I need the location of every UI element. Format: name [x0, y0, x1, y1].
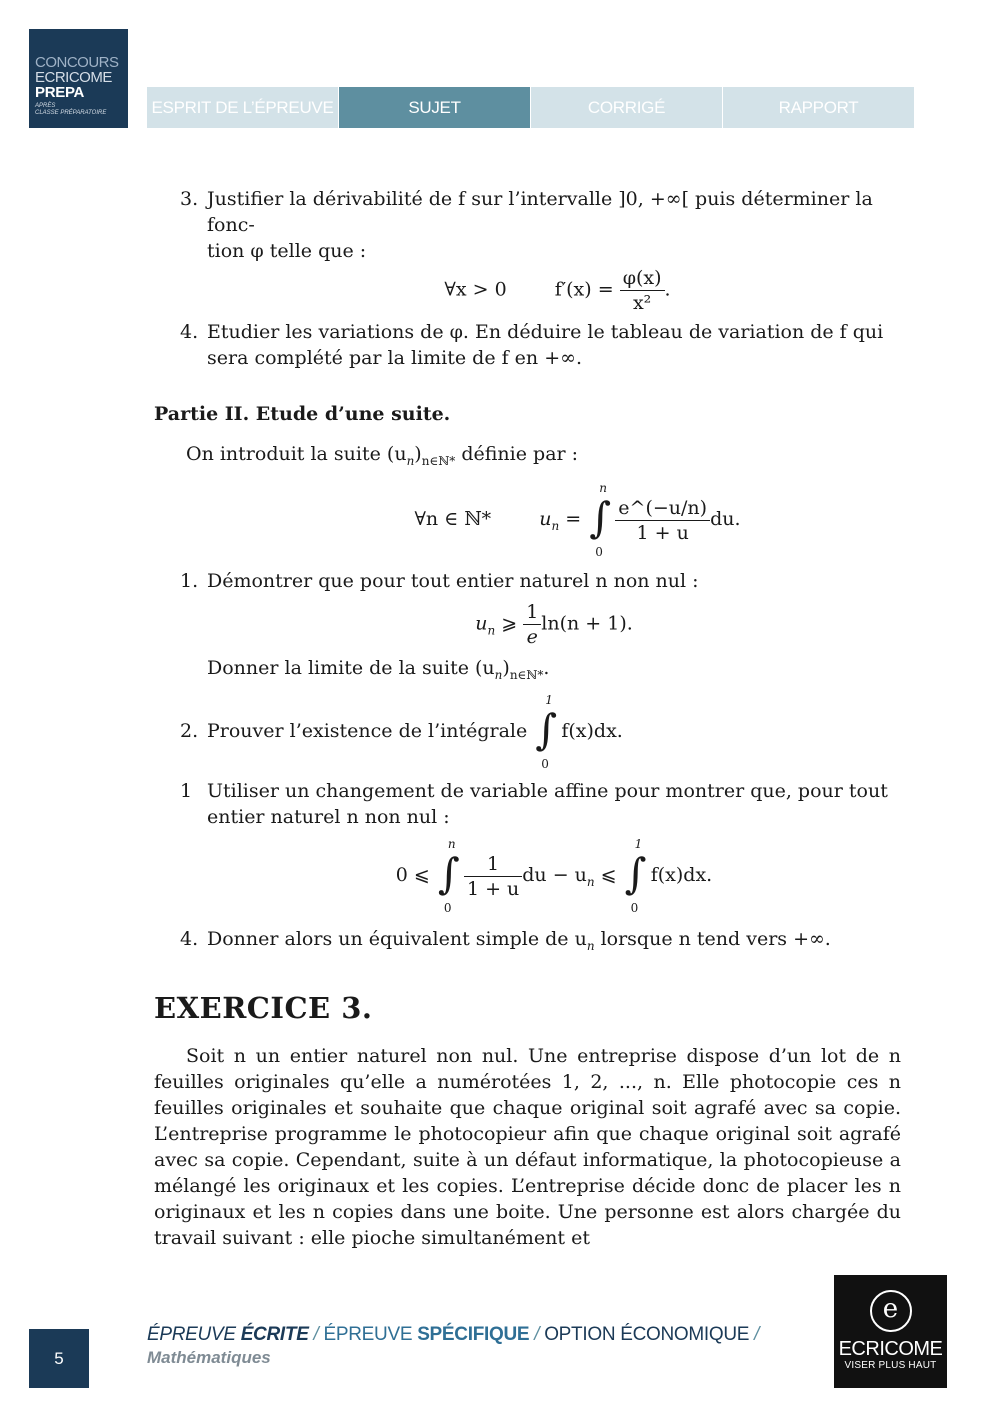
bound-denominator: e	[526, 626, 538, 648]
question-number: 4.	[180, 321, 199, 343]
def-numerator: e^(−u/n)	[615, 496, 710, 521]
enc-numerator: 1	[464, 852, 522, 877]
section-title-part2: Partie II. Etude d’une suite.	[154, 403, 451, 425]
footer-specifique: SPÉCIFIQUE	[417, 1324, 530, 1345]
def-equals: =	[559, 508, 582, 530]
integral-upper: 1	[545, 693, 553, 707]
logo-line-classe: CLASSE PRÉPARATOIRE	[35, 110, 107, 116]
intro-text: On introduit la suite (u	[186, 443, 407, 465]
question-text: Prouver l’existence de l’intégrale	[207, 720, 528, 742]
equation-un-bound	[154, 600, 901, 649]
tab-corrige[interactable]: CORRIGÉ	[531, 87, 722, 128]
logo-line-concours: CONCOURS	[35, 54, 119, 71]
eq-end: .	[664, 278, 671, 301]
ecricome-e-icon: e	[870, 1290, 912, 1332]
part2-question-4	[154, 926, 901, 959]
question-number: 2.	[180, 720, 199, 742]
intro-tail: définie par :	[455, 443, 579, 465]
page-number: 5	[29, 1329, 89, 1388]
limit-text: Donner la limite de la suite (u	[207, 657, 495, 679]
question-text-line1: Justifier la dérivabilité de f sur l’intervalle ]0, +∞[ puis déterminer la fonc-	[207, 188, 873, 236]
def-lhs-sub: n	[551, 519, 560, 533]
section-tabs	[147, 87, 915, 128]
enc-tail: f(x)dx.	[650, 864, 713, 886]
eq-quantifier: ∀x > 0	[444, 278, 507, 301]
bound-fraction	[523, 600, 541, 649]
part1-question-3	[154, 186, 901, 264]
concours-logo	[29, 29, 128, 128]
integral-upper: n	[599, 481, 607, 495]
integral-lower: 0	[630, 901, 639, 915]
footer-epreuve2: ÉPREUVE	[323, 1324, 418, 1345]
bound-numerator: 1	[523, 600, 541, 625]
question-text: Etudier les variations de φ. En déduire le tableau de variation de f qui sera complété par la limite de f en +∞.	[207, 321, 884, 369]
def-tail: du.	[710, 508, 741, 530]
integral-sign: 1 ∫ 0	[535, 693, 558, 771]
tab-sujet[interactable]: SUJET	[339, 87, 530, 128]
intro-paren: )	[414, 443, 422, 465]
limit-sub: n	[494, 668, 503, 682]
limit-question	[154, 655, 901, 688]
integral-upper: 1	[634, 837, 643, 851]
def-fraction	[615, 496, 710, 545]
logo-line-apres: APRÈS	[35, 103, 56, 109]
intro-index: n∈ℕ*	[421, 454, 456, 468]
footer-sep: /	[308, 1324, 324, 1345]
question-tail: f(x)dx.	[561, 720, 623, 742]
limit-paren: )	[502, 657, 510, 679]
integral-lower: 0	[541, 757, 549, 771]
question-number: 1	[180, 780, 193, 802]
equation-un-definition	[154, 482, 901, 562]
question-text: Utiliser un changement de variable affine pour montrer que, pour tout entier naturel n non nul :	[207, 780, 888, 828]
footer-sep: /	[529, 1324, 545, 1345]
enc-middle: du − u	[522, 864, 587, 886]
footer-exam-type	[147, 1323, 759, 1347]
enc-left: 0 ⩽	[395, 864, 430, 886]
ecricome-name: ECRICOME	[838, 1338, 943, 1360]
question-number: 3.	[180, 188, 199, 210]
page-content	[154, 180, 901, 1251]
footer-sep: /	[749, 1324, 760, 1345]
equation-fprime	[154, 266, 901, 315]
part2-question-1	[154, 568, 901, 594]
tab-esprit[interactable]: ESPRIT DE L’ÉPREUVE	[147, 87, 338, 128]
part2-question-2	[154, 694, 901, 770]
ecricome-logo	[834, 1275, 947, 1388]
enc-fraction	[464, 852, 522, 901]
question-text: Donner alors un équivalent simple de u	[207, 928, 587, 950]
eq-lhs: f′(x) =	[554, 278, 614, 301]
footer-ecrite: ÉCRITE	[240, 1324, 309, 1345]
question-sub: n	[586, 939, 595, 953]
def-quantifier: ∀n ∈ ℕ*	[414, 508, 492, 530]
question-tail: lorsque n tend vers +∞.	[594, 928, 831, 950]
part2-intro	[154, 441, 901, 474]
part1-question-4	[154, 319, 901, 371]
def-lhs: u	[539, 508, 552, 530]
exercise-title: EXERCICE 3.	[154, 991, 373, 1025]
integral-upper: n	[447, 837, 456, 851]
equation-encadrement	[154, 838, 901, 918]
integral-sign: n ∫ 0	[437, 837, 460, 915]
intro-sub: n	[406, 454, 415, 468]
limit-index: n∈ℕ*	[509, 668, 544, 682]
integral-sign: 1 ∫ 0	[624, 837, 647, 915]
footer-option: OPTION ÉCONOMIQUE	[544, 1324, 750, 1345]
integral-lower: 0	[443, 901, 452, 915]
bound-lhs: u	[475, 612, 488, 635]
eq-denominator: x²	[632, 292, 652, 314]
logo-line-prepa: PREPA	[35, 84, 85, 101]
question-text: Démontrer que pour tout entier naturel n non nul :	[207, 570, 699, 592]
eq-fraction	[620, 266, 665, 315]
part2-question-3	[154, 778, 901, 830]
bound-relation: ⩾	[495, 612, 524, 635]
tab-rapport[interactable]: RAPPORT	[723, 87, 914, 128]
def-denominator: 1 + u	[636, 521, 689, 544]
question-number: 4.	[180, 928, 199, 950]
integral-sign: n ∫ 0	[589, 481, 612, 559]
enc-denominator: 1 + u	[466, 877, 520, 900]
footer-epreuve: ÉPREUVE	[147, 1324, 241, 1345]
eq-numerator: φ(x)	[620, 266, 665, 291]
ecricome-tagline: VISER PLUS HAUT	[844, 1360, 937, 1371]
footer-subject: Mathématiques	[147, 1348, 271, 1367]
integral-lower: 0	[595, 545, 603, 559]
question-text-line2: tion φ telle que :	[207, 240, 367, 262]
bound-tail: ln(n + 1).	[541, 612, 633, 635]
enc-middle-sub: n	[586, 875, 595, 889]
limit-end: .	[543, 657, 550, 679]
bound-lhs-sub: n	[487, 623, 496, 638]
logo-line-ecricome: ECRICOME	[35, 69, 112, 86]
question-number: 1.	[180, 570, 199, 592]
enc-relation: ⩽	[594, 864, 617, 886]
exercise-paragraph: Soit n un entier naturel non nul. Une entreprise dispose d’un lot de n feuilles originales qu’elle a numérotées 1, 2, ..., n. Elle photocopie ces n feuilles originales et souhaite que chaque original soit agrafé avec sa copie. L’entreprise programme le photocopieur afin que chaque original soit agrafé avec sa copie. Cependant, suite à un défaut informatique, la photocopieuse a mélangé les originaux et les copies. L’entreprise décide donc de placer les n originaux et les n copies dans une boite. Une personne est alors chargée du travail suivant : elle pioche simultanément et	[154, 1045, 901, 1249]
footer-info	[147, 1323, 759, 1369]
